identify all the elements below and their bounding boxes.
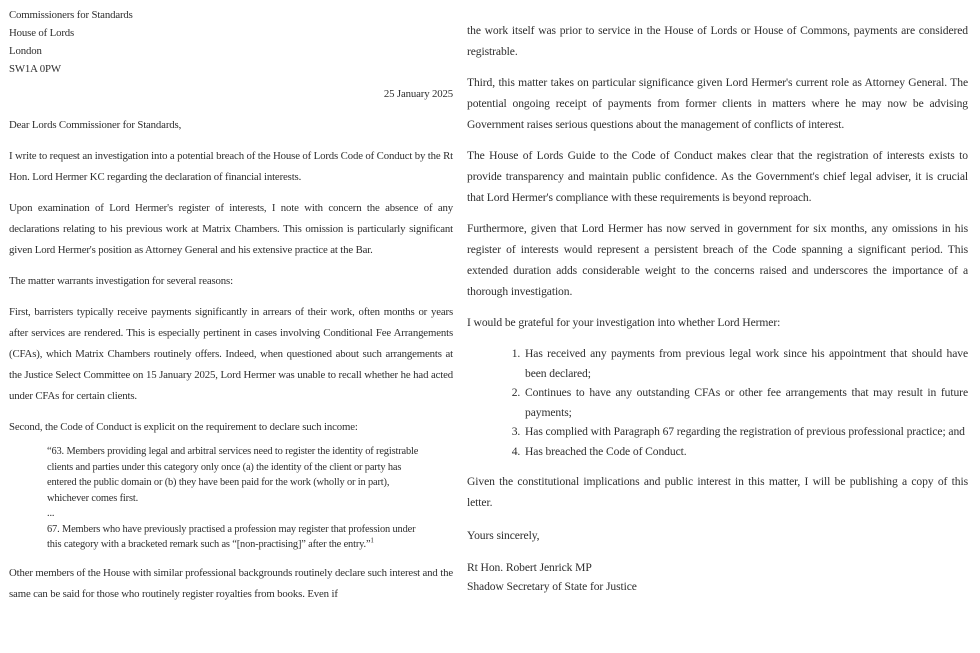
list-item: 1. Has received any payments from previous legal work since his appointment that should have been declared; xyxy=(523,344,968,383)
address-line: House of Lords xyxy=(9,27,75,39)
body-paragraph: The matter warrants investigation for several reasons: xyxy=(9,275,233,287)
list-item: 3. Has complied with Paragraph 67 regarding the registration of previous professional practice; and xyxy=(523,422,968,442)
recipient-address xyxy=(9,6,453,78)
body-paragraph: Second, the Code of Conduct is explicit on the requirement to declare such income: xyxy=(9,421,358,433)
list-item: 2. Continues to have any outstanding CFAs or other fee arrangements that may result in future payments; xyxy=(523,383,968,422)
body-paragraph: Upon examination of Lord Hermer's register of interests, I note with concern the absence of any declarations relating to his previous work at Matrix Chambers. This omission is particularly significant given Lord Hermer's position as Attorney General and his extensive practice at the Bar. xyxy=(9,202,453,256)
signature-block xyxy=(467,558,968,596)
quote-ellipsis: ... xyxy=(47,508,55,519)
valediction: Yours sincerely, xyxy=(467,529,540,542)
quote-paragraph-63: “63. Members providing legal and arbitral services need to register the identity of registrable clients and parties under this category only once (a) the identity of the client or party has entered the public domain or (b) they have been paid for the work (wholly or in part), whichever comes first. xyxy=(47,446,419,504)
body-paragraph: Other members of the House with similar professional backgrounds routinely declare such interest and the same can be said for those who routinely register royalties from books. Even if xyxy=(9,566,453,600)
quote-paragraph-67: 67. Members who have previously practised a profession may register that profession under this category with a bracketed remark such as “[non-practising]” after the entry.”$^1$ xyxy=(47,523,416,550)
right-column xyxy=(467,0,968,596)
address-line: Commissioners for Standards xyxy=(9,9,133,21)
address-line: SW1A 0PW xyxy=(9,63,61,75)
body-paragraph: Third, this matter takes on particular significance given Lord Hermer's current role as Attorney General. The potential ongoing receipt of payments from former clients in matters where he may now be advising Government raises serious questions about the management of conflicts of interest. xyxy=(467,76,968,131)
closing-paragraph: Given the constitutional implications and public interest in this matter, I will be publishing a copy of this letter. xyxy=(467,475,968,509)
signature-title: Shadow Secretary of State for Justice xyxy=(467,580,637,593)
salutation: Dear Lords Commissioner for Standards, xyxy=(9,119,182,131)
body-paragraph: I would be grateful for your investigation into whether Lord Hermer: xyxy=(467,316,781,329)
left-column xyxy=(9,0,453,605)
signature-name: Rt Hon. Robert Jenrick MP xyxy=(467,561,592,574)
address-line: London xyxy=(9,45,42,57)
letter-date: 25 January 2025 xyxy=(383,88,453,100)
code-of-conduct-quote xyxy=(47,444,453,553)
footnote-marker: 1 xyxy=(370,536,374,545)
body-paragraph: I write to request an investigation into a potential breach of the House of Lords Code of Conduct by the Rt Hon. Lord Hermer KC regarding the declaration of financial interests. xyxy=(9,150,453,183)
body-paragraph: the work itself was prior to service in the House of Lords or House of Commons, payments are considered registrable. xyxy=(467,24,968,58)
investigation-list xyxy=(467,344,968,461)
list-item: 4. Has breached the Code of Conduct. xyxy=(523,442,968,462)
body-paragraph: The House of Lords Guide to the Code of Conduct makes clear that the registration of interests exists to provide transparency and maintain public confidence. As the Government's chief legal adviser, it is crucial that Lord Hermer's compliance with these requirements is beyond reproach. xyxy=(467,149,968,204)
body-paragraph: First, barristers typically receive payments significantly in arrears of their work, often months or years after services are rendered. This is especially pertinent in cases involving Conditional Fee Arrangements (CFAs), which Matrix Chambers routinely offers. Indeed, when questioned about such arrangements at the Justice Select Committee on 15 January 2025, Lord Hermer was unable to recall whether he had acted under CFAs for certain clients. xyxy=(9,306,453,402)
body-paragraph: Furthermore, given that Lord Hermer has now served in government for six months, any omissions in his register of interests would represent a persistent breach of the Code spanning a significant period. This extended duration adds considerable weight to the concerns raised and underscores the importance of a thorough investigation. xyxy=(467,222,968,298)
